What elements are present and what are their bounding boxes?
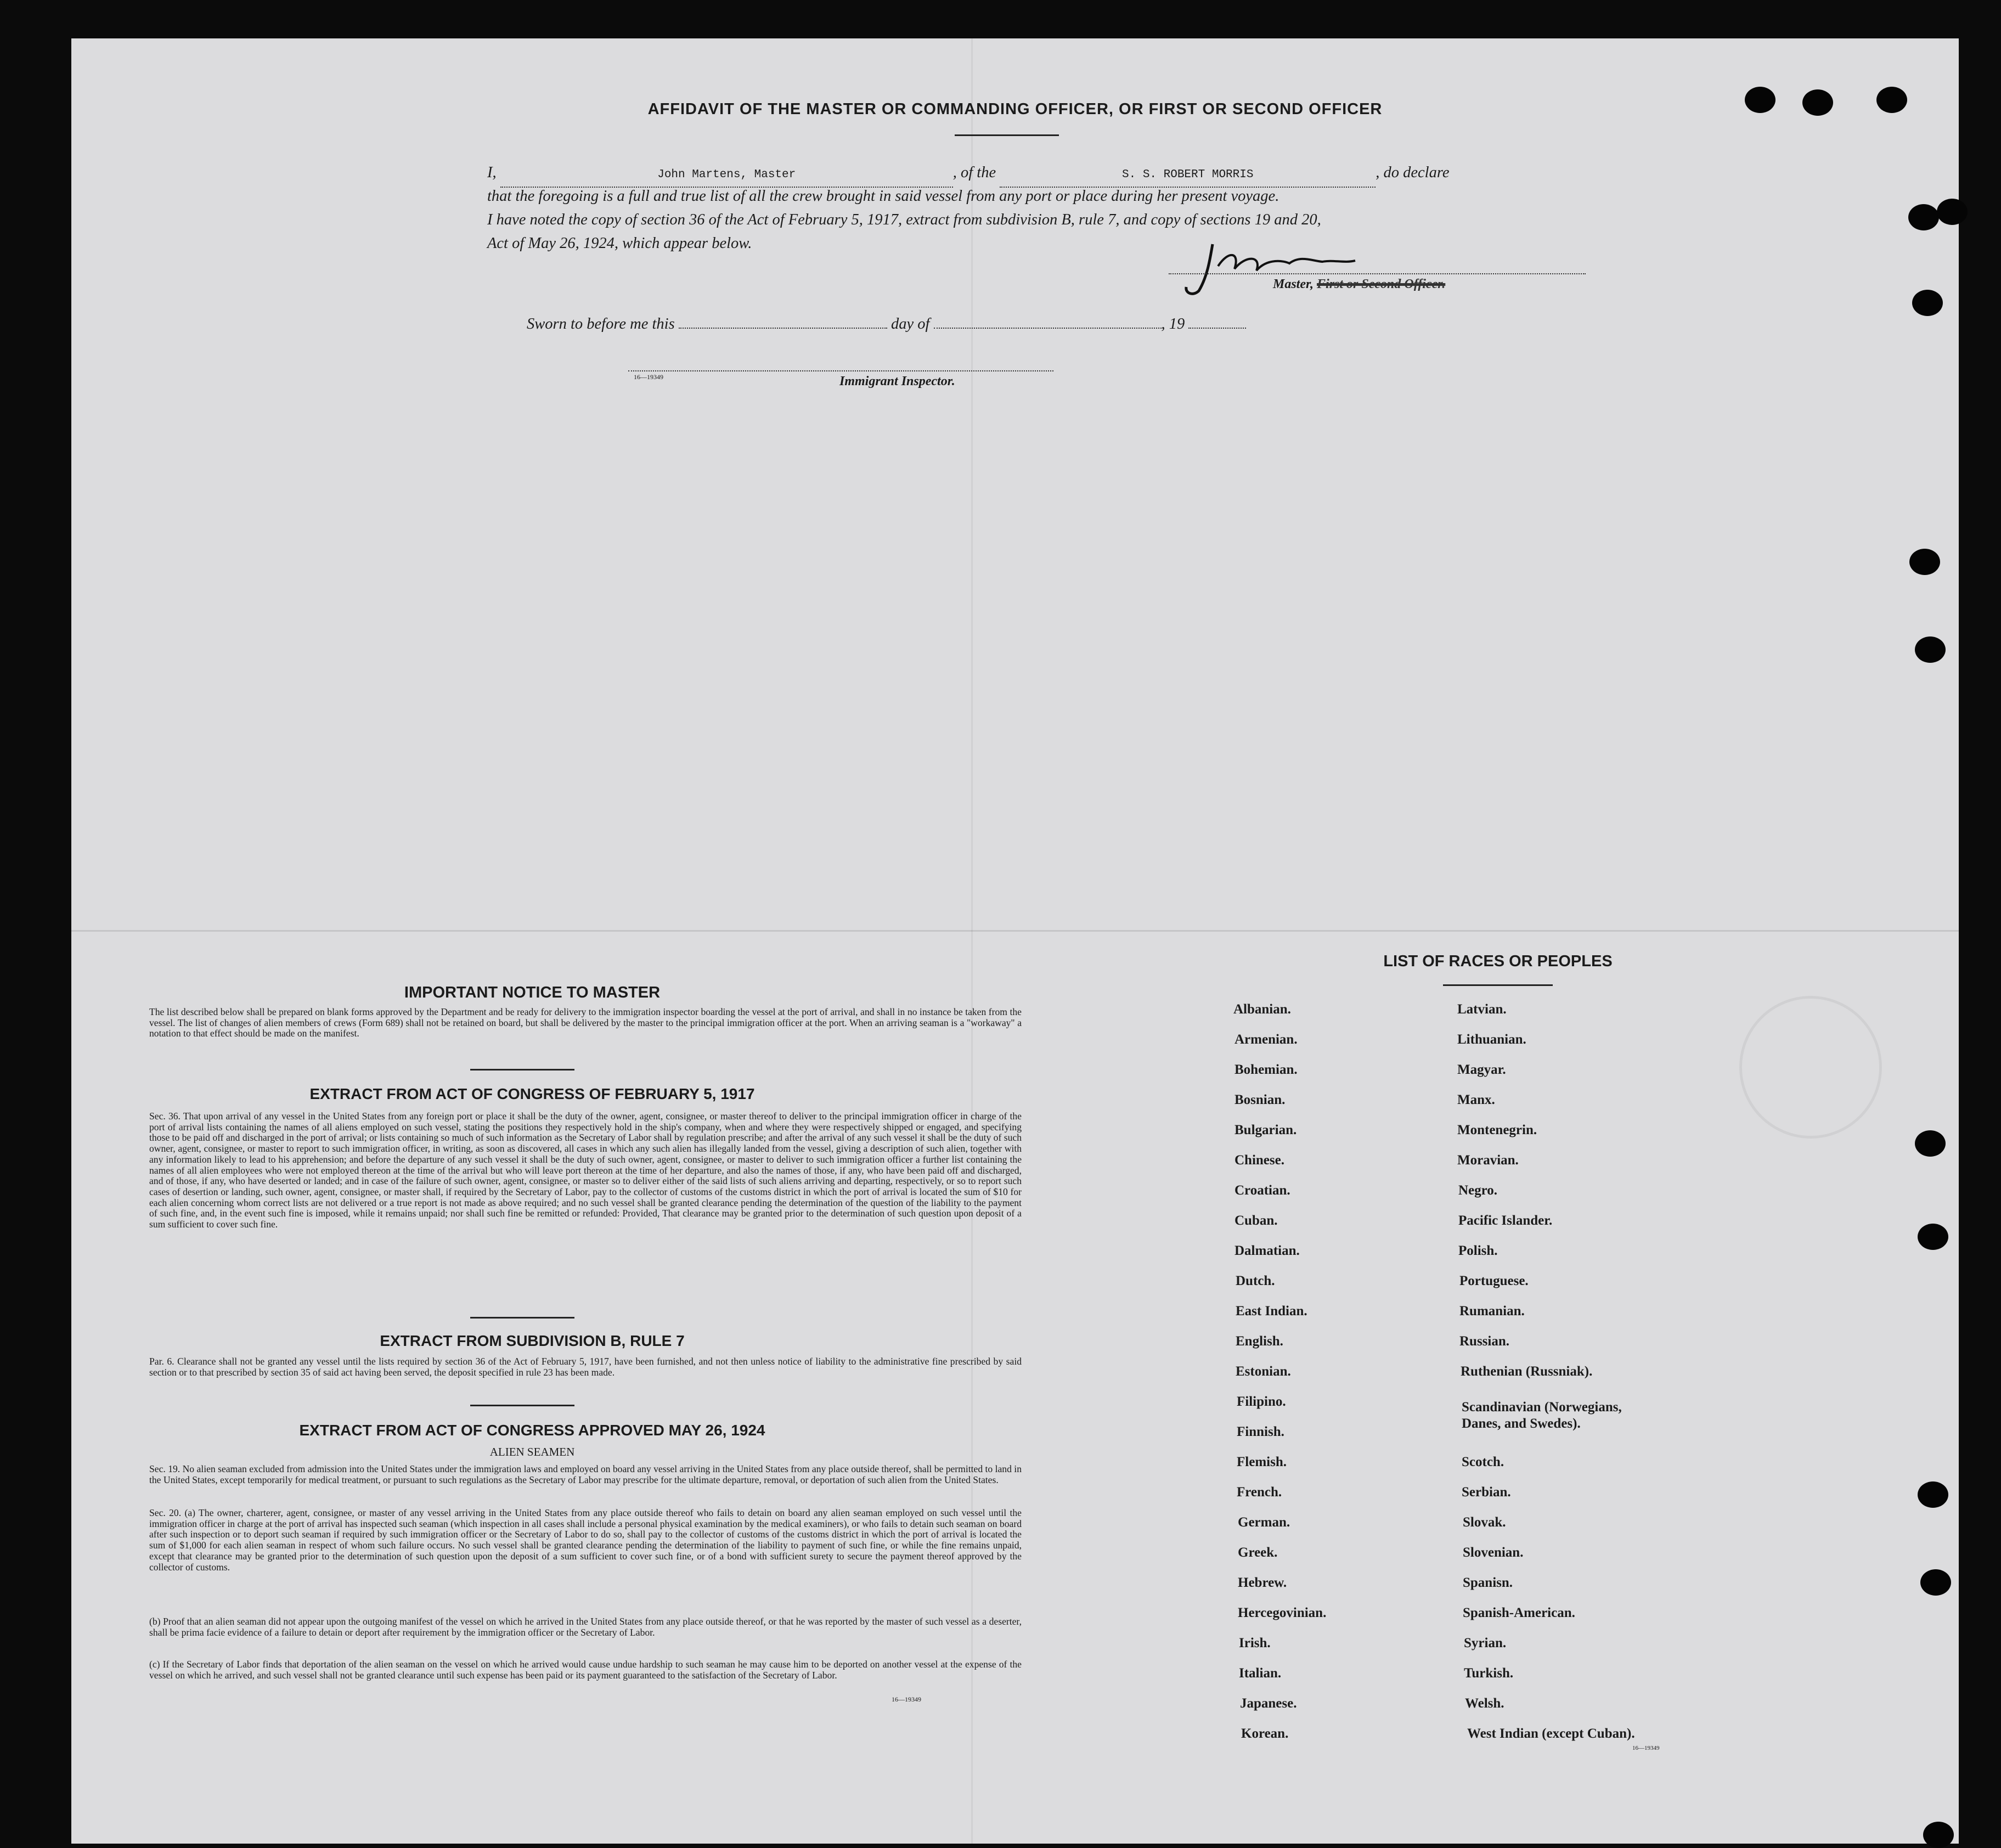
declaration-line-2: that the foregoing is a full and true list of all the crew brought in said vessel from any port or place during her present voyage. bbox=[487, 188, 1279, 205]
race-item: Japanese. bbox=[1240, 1696, 1297, 1711]
punch-hole bbox=[1937, 199, 1968, 225]
rule-7-title: EXTRACT FROM SUBDIVISION B, RULE 7 bbox=[380, 1332, 685, 1349]
faint-seal-stamp bbox=[1739, 996, 1882, 1139]
fold-crease-vertical bbox=[971, 38, 973, 1844]
race-item: Italian. bbox=[1239, 1666, 1282, 1681]
race-item: Negro. bbox=[1458, 1183, 1498, 1198]
inspector-label: Immigrant Inspector. bbox=[839, 374, 955, 388]
race-item: Pacific Islander. bbox=[1458, 1213, 1553, 1228]
act-1924-form-number: 16—19349 bbox=[892, 1695, 921, 1703]
do-declare-label: , do declare bbox=[1376, 164, 1450, 181]
punch-hole bbox=[1918, 1481, 1948, 1508]
sworn-label: Sworn to before me this bbox=[527, 315, 675, 333]
inspector-form-number: 16—19349 bbox=[634, 373, 663, 381]
races-title-underline bbox=[1443, 984, 1553, 986]
races-form-number: 16—19349 bbox=[1632, 1745, 1660, 1751]
race-item: Finnish. bbox=[1237, 1424, 1284, 1439]
race-item: Ruthenian (Russniak). bbox=[1461, 1364, 1593, 1379]
vessel-name-field[interactable]: S. S. ROBERT MORRIS bbox=[1000, 163, 1376, 188]
master-name-field[interactable]: John Martens, Master bbox=[500, 163, 953, 188]
act-1917-text: Sec. 36. That upon arrival of any vessel in the United States from any foreign port or place it shall be the duty of the owner, agent, consignee, or master thereof to deliver to the principal immigration officer in charge of the port of arrival lists containing the names of all aliens employed on such vessel, stating the positions they respectively hold in the ship's company, when and where they were respectively shipped or engaged, and specifying those to be paid off and discharged in the port of arrival; or lists containing so much of such information as the Secretary of Labor shall by regulation prescribe; and after the arrival of any such vessel it shall be the duty of such owner, agent, consignee, or master to report to such immigration officer, in writing, as soon as discovered, all cases in which any such alien has illegally landed from the vessel, giving a description of such alien, together with any information likely to lead to his apprehension; and before the departure of any such vessel it shall be the duty of such owner, agent, consignee, or master to deliver to such immigration officer a further list containing the names of all alien employees who were not employed thereon at the time of the arrival but who will leave port thereon at the time of her departure, and also the names of those, if any, who have been paid off and discharged, and of those, if any, who have deserted or landed; and in case of the failure of such owner, agent, consignee, or master so to deliver either of the said lists of such aliens arriving and departing, respectively, or so to report such cases of desertion or landing, such owner, agent, consignee, or master shall, if required by the Secretary of Labor, pay to the collector of customs of the customs district in which the port of arrival is located the sum of $10 for each alien concerning whom correct lists are not delivered or a true report is not made as above required; and no such vessel shall be granted clearance pending the determination of the question of the liability to the payment of such fine, and, in the event such fine is imposed, while it remains unpaid; nor shall such fine be remitted or refunded: Provided, That clearance may be granted prior to the determination of such question upon deposit of a sum sufficient to cover such fine. bbox=[149, 1111, 1022, 1230]
race-item: Flemish. bbox=[1237, 1455, 1287, 1469]
race-item: Hebrew. bbox=[1238, 1575, 1287, 1590]
act-1924-title: EXTRACT FROM ACT OF CONGRESS APPROVED MAY 26, 1924 bbox=[299, 1422, 765, 1439]
punch-hole bbox=[1912, 290, 1943, 316]
race-item: English. bbox=[1236, 1334, 1283, 1349]
race-item: Lithuanian. bbox=[1457, 1032, 1526, 1047]
punch-hole bbox=[1908, 204, 1939, 230]
race-item: Moravian. bbox=[1457, 1153, 1519, 1168]
punch-hole bbox=[1920, 1569, 1951, 1596]
races-title: LIST OF RACES OR PEOPLES bbox=[1383, 953, 1613, 970]
i-label: I, bbox=[487, 164, 497, 181]
race-item: Serbian. bbox=[1462, 1485, 1511, 1500]
declaration-line-3: I have noted the copy of section 36 of the Act of February 5, 1917, extract from subdivision B, rule 7, and copy of sections 19 and 20, bbox=[487, 211, 1321, 228]
sworn-month-field[interactable] bbox=[934, 314, 1162, 329]
declaration-line-4: Act of May 26, 1924, which appear below. bbox=[487, 235, 752, 252]
affidavit-title: AFFIDAVIT OF THE MASTER OR COMMANDING OFFICER, OR FIRST OR SECOND OFFICER bbox=[647, 100, 1383, 118]
race-item: Filipino. bbox=[1237, 1394, 1286, 1409]
race-item: German. bbox=[1238, 1515, 1290, 1530]
race-item: Polish. bbox=[1458, 1243, 1498, 1258]
signature-caption-label: Master, bbox=[1273, 277, 1317, 291]
race-item: Cuban. bbox=[1235, 1213, 1278, 1228]
title-underline bbox=[955, 134, 1059, 136]
race-item: Syrian. bbox=[1464, 1636, 1507, 1650]
race-item: Estonian. bbox=[1236, 1364, 1291, 1379]
act-1924-sec20b: (b) Proof that an alien seaman did not appear upon the outgoing manifest of the vessel on which he arrived in the United States from any place outside thereof, or that he was reported by the master of such vessel as a deserter, shall be prima facie evidence of a failure to detain or deport after requirement by the immigration officer or the Secretary of Labor. bbox=[149, 1616, 1022, 1638]
race-item: Scotch. bbox=[1462, 1455, 1504, 1469]
act-1924-sec20a: Sec. 20. (a) The owner, charterer, agent, consignee, or master of any vessel arriving in the United States from any place outside thereof who fails to detain on board any alien seaman employed on such vessel until the immigration officer in charge at the port of arrival has inspected such seaman (which inspection in all cases shall include a personal physical examination by the medical examiners), or who fails to detain such seaman on board after such inspection or to deport such seaman if required by such immigration officer or the Secretary of Labor to do so, shall pay to the collector of customs of the customs district in which the port of arrival is located the sum of $1,000 for each alien seaman in respect of whom such failure occurs. No such vessel shall be granted clearance pending the determination of the liability to payment of such fine, or while the fine remains unpaid, except that clearance may be granted prior to the determination of such question upon the deposit of a sum sufficient to cover such fine, or of a bond with sufficient surety to secure the payment thereof approved by the collector of customs. bbox=[149, 1507, 1022, 1573]
race-item: Bosnian. bbox=[1235, 1092, 1286, 1107]
race-item: Slovenian. bbox=[1463, 1545, 1524, 1560]
race-item: Welsh. bbox=[1465, 1696, 1504, 1711]
race-item: East Indian. bbox=[1236, 1304, 1307, 1319]
act-1924-sec19: Sec. 19. No alien seaman excluded from admission into the United States under the immigration laws and employed on board any vessel arriving in the United States from any place outside thereof, shall be permitted to land in the United States, except temporarily for medical treatment, or pursuant to such regulations as the Secretary of Labor may prescribe for the ultimate departure, removal, or deportation of such alien from the United States. bbox=[149, 1463, 1022, 1485]
race-item: Croatian. bbox=[1235, 1183, 1290, 1198]
race-item: Greek. bbox=[1238, 1545, 1278, 1560]
declaration-line-1 bbox=[487, 161, 1639, 184]
notice-text: The list described below shall be prepared on blank forms approved by the Department and be ready for delivery to the immigration inspector boarding the vessel at the port of arrival, and shall in no instance be taken from the vessel. The list of changes of alien members of crews (Form 689) shall not be retained on board, but shall be delivered by the master to the principal immigration officer at the port. When an arriving seaman is a "workaway" a notation to that effect should be made on the manifest. bbox=[149, 1006, 1022, 1039]
act-1924-sec20c: (c) If the Secretary of Labor finds that deportation of the alien seaman on the vessel on which he arrived would cause undue hardship to such seaman he may cause him to be deported on another vessel at the expense of the vessel on which he arrived, and such vessel shall not be granted clearance until such expense has been paid or its payment guaranteed to the satisfaction of the Secretary of Labor. bbox=[149, 1659, 1022, 1681]
race-item: Bulgarian. bbox=[1235, 1123, 1297, 1137]
race-item: Montenegrin. bbox=[1457, 1123, 1537, 1137]
signature-caption bbox=[1273, 277, 1445, 292]
race-item: Rumanian. bbox=[1459, 1304, 1525, 1319]
race-item: Bohemian. bbox=[1235, 1062, 1298, 1077]
race-item: Portuguese. bbox=[1459, 1274, 1529, 1288]
race-item: Armenian. bbox=[1235, 1032, 1298, 1047]
punch-hole bbox=[1909, 549, 1940, 575]
document-page bbox=[71, 38, 1959, 1844]
alien-seamen-subtitle: ALIEN SEAMEN bbox=[489, 1445, 575, 1458]
race-item: Magyar. bbox=[1457, 1062, 1506, 1077]
section-divider bbox=[470, 1069, 574, 1071]
race-item: Hercegovinian. bbox=[1238, 1605, 1327, 1620]
race-item: Spanisn. bbox=[1463, 1575, 1513, 1590]
race-item: Russian. bbox=[1459, 1334, 1510, 1349]
punch-hole bbox=[1923, 1822, 1954, 1848]
signature-underline bbox=[1169, 273, 1586, 274]
sworn-line bbox=[527, 314, 1246, 333]
year-prefix-label: , 19 bbox=[1161, 315, 1185, 333]
fold-crease-horizontal bbox=[71, 930, 1959, 932]
signature-block bbox=[1169, 239, 1586, 299]
race-item: Manx. bbox=[1457, 1092, 1495, 1107]
of-the-label: , of the bbox=[952, 164, 996, 181]
notice-title: IMPORTANT NOTICE TO MASTER bbox=[404, 984, 661, 1001]
act-1917-title: EXTRACT FROM ACT OF CONGRESS OF FEBRUARY 5, 1917 bbox=[309, 1085, 755, 1102]
signature bbox=[1992, 239, 1993, 240]
signature-struck-label: First or Second Officer. bbox=[1317, 277, 1446, 291]
inspector-underline bbox=[628, 370, 1053, 371]
race-item: Dutch. bbox=[1236, 1274, 1275, 1288]
punch-hole bbox=[1915, 1130, 1946, 1157]
race-item: French. bbox=[1237, 1485, 1282, 1500]
race-item: Turkish. bbox=[1464, 1666, 1514, 1681]
race-item: Korean. bbox=[1241, 1726, 1289, 1741]
section-divider bbox=[470, 1317, 574, 1319]
sworn-year-field[interactable] bbox=[1188, 314, 1246, 329]
race-item: Scandinavian (Norwegians, Danes, and Swedes). bbox=[1462, 1400, 1622, 1431]
sworn-day-field[interactable] bbox=[679, 314, 887, 329]
race-item: Spanish-American. bbox=[1463, 1605, 1575, 1620]
race-item: Albanian. bbox=[1233, 1002, 1291, 1017]
race-item: Irish. bbox=[1239, 1636, 1271, 1650]
day-of-label: day of bbox=[890, 315, 930, 333]
race-item: Slovak. bbox=[1463, 1515, 1506, 1530]
rule-7-text: Par. 6. Clearance shall not be granted any vessel until the lists required by section 36 of the Act of February 5, 1917, have been furnished, and not then unless notice of liability to the administrative fine prescribed by said section or to that prescribed by section 35 of said act having been served, the deposit specified in rule 23 has been made. bbox=[149, 1356, 1022, 1378]
race-item: Latvian. bbox=[1457, 1002, 1507, 1017]
race-item: West Indian (except Cuban). bbox=[1467, 1726, 1635, 1741]
race-item: Dalmatian. bbox=[1235, 1243, 1300, 1258]
race-item: Chinese. bbox=[1235, 1153, 1284, 1168]
punch-hole bbox=[1918, 1224, 1948, 1250]
punch-hole bbox=[1915, 636, 1946, 663]
section-divider bbox=[470, 1405, 574, 1406]
